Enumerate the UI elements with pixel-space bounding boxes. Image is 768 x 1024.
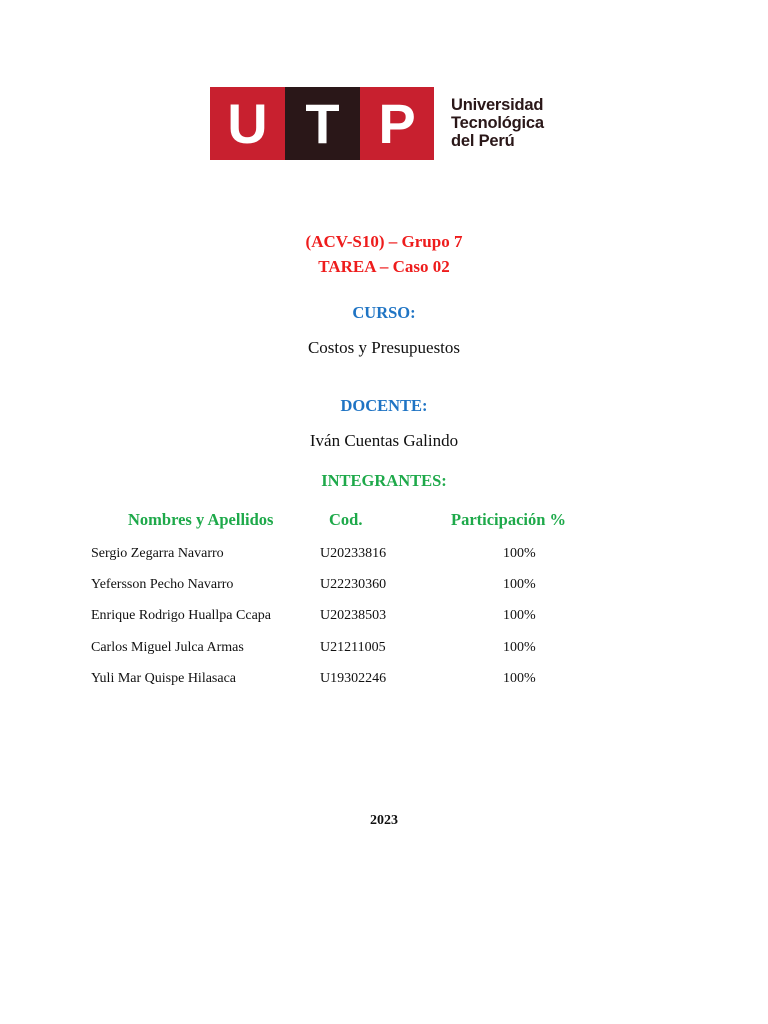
member-name: Sergio Zegarra Navarro <box>91 546 224 561</box>
docente-label: DOCENTE: <box>340 396 428 415</box>
logo-name-line-1: Universidad <box>451 96 544 114</box>
member-row <box>0 608 768 628</box>
member-participation: 100% <box>503 671 536 686</box>
utp-logo <box>210 87 560 160</box>
member-row <box>0 546 768 566</box>
logo-name-line-2: Tecnológica <box>451 114 544 132</box>
title-line-1: (ACV-S10) – Grupo 7 <box>305 232 463 251</box>
member-code: U21211005 <box>320 640 386 655</box>
member-name: Yuli Mar Quispe Hilasaca <box>91 671 237 686</box>
member-name: Yefersson Pecho Navarro <box>91 577 234 592</box>
logo-letter-u <box>210 87 285 160</box>
member-name: Enrique Rodrigo Huallpa Ccapa <box>91 608 272 623</box>
logo-letter-t <box>285 87 360 160</box>
member-participation: 100% <box>503 546 536 561</box>
logo-university-name <box>451 96 544 150</box>
header-participation: Participación % <box>451 510 567 529</box>
year: 2023 <box>370 813 398 828</box>
member-code: U19302246 <box>320 671 387 686</box>
member-code: U22230360 <box>320 577 387 592</box>
member-row <box>0 577 768 597</box>
logo-letter-p <box>360 87 434 160</box>
member-name: Carlos Miguel Julca Armas <box>91 640 244 655</box>
member-participation: 100% <box>503 577 536 592</box>
logo-name-line-3: del Perú <box>451 132 515 150</box>
logo-letter-p-text: P <box>378 92 416 155</box>
member-code: U20238503 <box>320 608 387 623</box>
member-row <box>0 640 768 660</box>
curso-value: Costos y Presupuestos <box>307 338 461 357</box>
header-code: Cod. <box>329 510 363 529</box>
logo-letter-u-text: U <box>227 92 268 155</box>
title-line-2: TAREA – Caso 02 <box>318 257 450 276</box>
integrantes-label: INTEGRANTES: <box>321 471 447 490</box>
member-participation: 100% <box>503 608 536 623</box>
docente-value: Iván Cuentas Galindo <box>309 431 459 450</box>
member-row <box>0 671 768 691</box>
member-code: U20233816 <box>320 546 387 561</box>
header-names: Nombres y Apellidos <box>128 510 274 529</box>
curso-label: CURSO: <box>352 303 416 322</box>
member-participation: 100% <box>503 640 536 655</box>
logo-letter-t-text: T <box>305 92 340 155</box>
